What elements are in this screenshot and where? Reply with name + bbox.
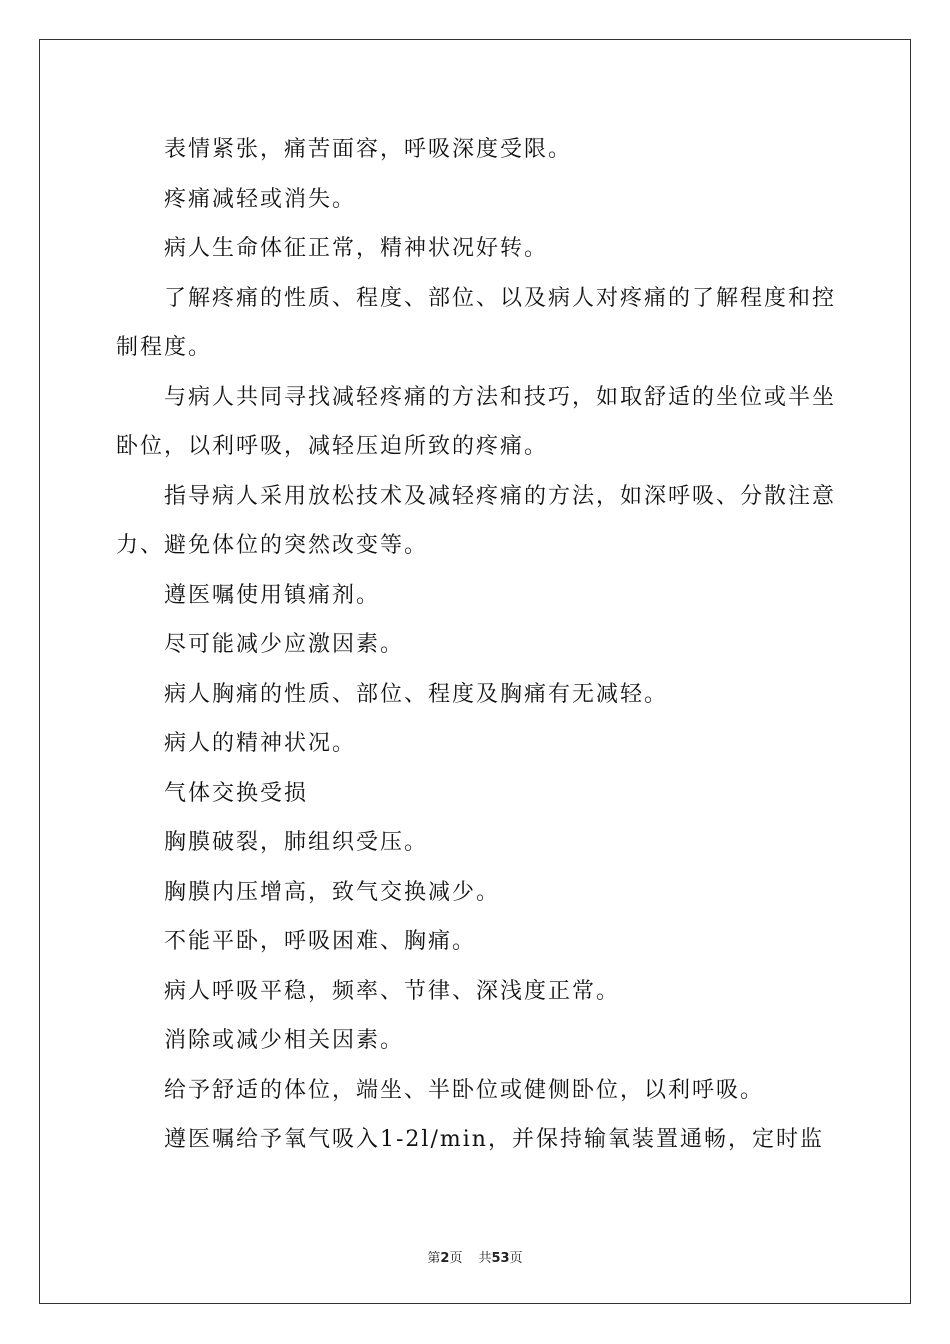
paragraph: 不能平卧，呼吸困难、胸痛。 (164, 929, 477, 954)
paragraph: 表情紧张，痛苦面容，呼吸深度受限。 (164, 137, 573, 162)
paragraph: 遵医嘱使用镇痛剂。 (164, 582, 381, 608)
paragraph: 消除或减少相关因素。 (164, 1028, 405, 1053)
paragraph: 胸膜破裂，肺组织受压。 (164, 830, 429, 855)
paragraph: 尽可能减少应激因素。 (164, 632, 405, 657)
paragraph: 给予舒适的体位，端坐、半卧位或健侧卧位，以利呼吸。 (164, 1077, 765, 1103)
paragraph: 病人的精神状况。 (164, 731, 357, 756)
paragraph: 病人生命体征正常，精神状况好转。 (164, 236, 549, 261)
paragraph: 指导病人采用放松技术及减轻疼痛的方法，如深呼吸、分散注意力、避免体位的突然改变等。 (116, 483, 837, 558)
total-label-suffix: 页 (509, 1251, 523, 1266)
paragraph: 胸膜内压增高，致气交换减少。 (164, 879, 501, 905)
paragraph: 疼痛减轻或消失。 (164, 186, 357, 212)
page-label-suffix: 页 (449, 1251, 463, 1266)
total-label-prefix: 共 (478, 1251, 492, 1266)
paragraph: 了解疼痛的性质、程度、部位、以及病人对疼痛的了解程度和控制程度。 (116, 285, 837, 360)
section-heading: 气体交换受损 (164, 780, 309, 806)
page-number: 2 (440, 1251, 450, 1266)
paragraph: 病人胸痛的性质、部位、程度及胸痛有无减轻。 (164, 681, 669, 707)
paragraph: 遵医嘱给予氧气吸入1-2l/min，并保持输氧装置通畅，定时监 (164, 1127, 824, 1152)
page-footer (0, 1247, 950, 1266)
total-pages: 53 (491, 1251, 510, 1266)
paragraph: 病人呼吸平稳，频率、节律、深浅度正常。 (164, 978, 621, 1004)
page-label-prefix: 第 (427, 1251, 441, 1266)
document-body (116, 125, 836, 1165)
paragraph: 与病人共同寻找减轻疼痛的方法和技巧，如取舒适的坐位或半坐卧位，以利呼吸，减轻压迫所致的疼痛。 (116, 384, 837, 459)
